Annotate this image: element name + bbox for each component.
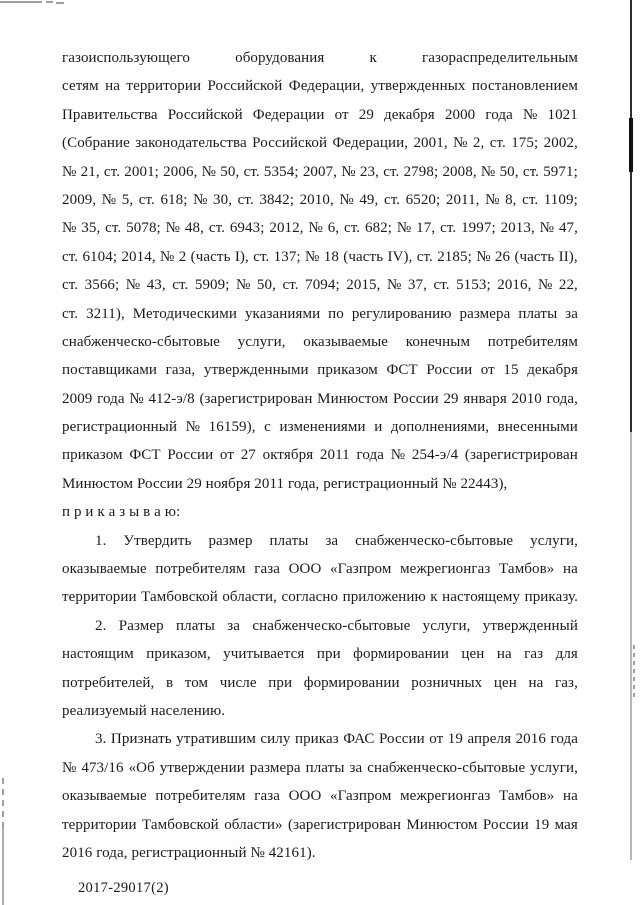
text-line-26: № 473/16 «Об утверждении размера платы за снабженческо-сбытовые услуги, — [62, 759, 578, 776]
text-line-7: № 35, ст. 5078; № 48, ст. 6943; 2012, № 6, ст. 682; № 17, ст. 1997; 2013, № 47, — [62, 220, 578, 237]
scan-artifact-top-dash — [56, 2, 64, 4]
scan-artifact-left-edge-line — [2, 828, 4, 905]
text-line-23: потребителей, в том числе при формировании розничных цен на газ, — [62, 674, 578, 691]
text-line-1: газоиспользующего оборудования к газораспределительным — [62, 50, 578, 66]
text-line-6: 2009, № 5, ст. 618; № 30, ст. 3842; 2010, № 49, ст. 6520; 2011, № 8, ст. 1109; — [62, 191, 578, 208]
text-line-18: 1. Утвердить размер платы за снабженческо-сбытовые услуги, — [95, 532, 578, 549]
text-line-13: 2009 года № 412-э/8 (зарегистрирован Минюстом России 29 января 2010 года, — [62, 390, 578, 407]
text-line-5: № 21, ст. 2001; 2006, № 50, ст. 5354; 2007, № 23, ст. 2798; 2008, № 50, ст. 5971; — [62, 163, 578, 180]
text-line-10: ст. 3211), Методическими указаниями по регулированию размера платы за — [62, 305, 578, 322]
text-line-21: 2. Размер платы за снабженческо-сбытовые услуги, утвержденный — [95, 617, 578, 634]
text-line-29: 2016 года, регистрационный № 42161). — [62, 844, 316, 861]
text-line-19: оказываемые потребителям газа ООО «Газпром межрегионгаз Тамбов» на — [62, 561, 578, 578]
text-line-12: поставщиками газа, утвержденными приказом ФСТ России от 15 декабря — [62, 362, 578, 379]
text-line-28: территории Тамбовской области» (зарегистрирован Минюстом России 19 мая — [62, 816, 578, 833]
text-line-4: (Собрание законодательства Российской Федерации, 2001, № 2, ст. 175; 2002, — [62, 135, 578, 152]
scan-artifact-right-edge-dark — [630, 0, 632, 432]
text-line-8: ст. 6104; 2014, № 2 (часть I), ст. 137; № 18 (часть IV), ст. 2185; № 26 (часть II), — [62, 248, 578, 265]
text-line-24: реализуемый населению. — [62, 702, 226, 719]
text-line-9: ст. 3566; № 43, ст. 5909; № 50, ст. 7094; 2015, № 37, ст. 5153; 2016, № 22, — [62, 277, 578, 294]
text-line-17: п р и к а з ы в а ю: — [62, 504, 181, 521]
scan-artifact-right-edge-dash — [633, 645, 635, 701]
text-line-20: территории Тамбовской области, согласно приложению к настоящему приказу. — [62, 589, 578, 606]
scan-artifact-right-edge-light — [630, 432, 632, 860]
text-line-15: приказом ФСТ России от 27 октября 2011 года № 254-э/4 (зарегистрирован — [62, 447, 578, 464]
text-line-16: Минюстом России 29 ноября 2011 года, регистрационный № 22443), — [62, 475, 508, 492]
text-line-2: сетям на территории Российской Федерации, утвержденных постановлением — [62, 78, 578, 95]
text-line-11: снабженческо-сбытовые услуги, оказываемые конечным потребителям — [62, 333, 578, 350]
text-line-27: оказываемые потребителям газа ООО «Газпром межрегионгаз Тамбов» на — [62, 788, 578, 805]
scan-artifact-top-left-line — [0, 1, 42, 3]
text-line-3: Правительства Российской Федерации от 29 декабря 2000 года № 1021 — [62, 106, 578, 123]
scan-artifact-top-dash — [46, 1, 53, 3]
text-line-14: регистрационный № 16159), с изменениями и дополнениями, внесенными — [62, 419, 578, 436]
document-number: 2017-29017(2) — [78, 880, 169, 896]
document-body — [62, 44, 578, 867]
scan-artifact-left-edge-dash — [2, 778, 4, 828]
text-line-22: настоящим приказом, учитывается при формировании цен на газ для — [62, 646, 578, 663]
scan-artifact-right-edge-blob — [629, 118, 633, 172]
text-line-25: 3. Признать утратившим силу приказ ФАС России от 19 апреля 2016 года — [95, 731, 578, 748]
